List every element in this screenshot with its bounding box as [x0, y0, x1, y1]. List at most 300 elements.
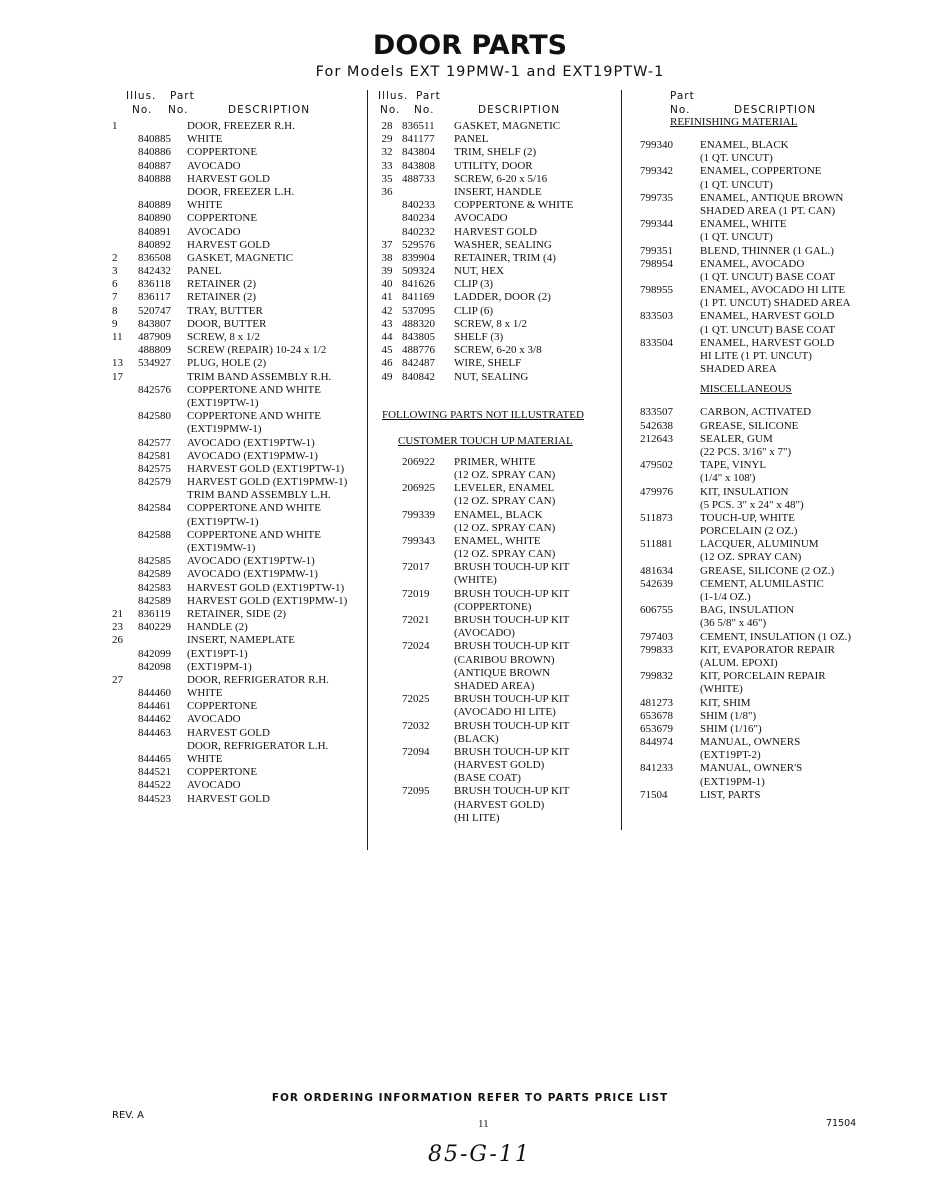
part-number: 842585: [138, 555, 171, 568]
part-description: TAPE, VINYL: [700, 459, 767, 472]
illus-number: 3: [112, 265, 118, 278]
table-row: [640, 683, 872, 696]
part-description: (ANTIQUE BROWN: [454, 666, 551, 679]
part-description: HANDLE (2): [187, 621, 248, 634]
part-description: ENAMEL, BLACK: [454, 508, 543, 521]
part-description: HARVEST GOLD (EXT19PTW-1): [187, 462, 345, 475]
part-number: 799832: [640, 670, 673, 683]
part-description: RETAINER, SIDE (2): [187, 607, 287, 620]
table-row: [640, 565, 872, 578]
table-row: [112, 160, 366, 173]
part-description: (EXT19PTW-1): [187, 396, 259, 409]
section-touch-up: CUSTOMER TOUCH UP MATERIAL: [398, 434, 573, 447]
table-row: [378, 239, 618, 252]
table-row: [112, 173, 366, 186]
table-row: [378, 344, 618, 357]
part-number: 836118: [138, 278, 171, 291]
table-row: [378, 186, 618, 199]
part-number: 842098: [138, 660, 171, 673]
table-row: [112, 648, 366, 661]
table-row: [112, 186, 366, 199]
part-number: 799339: [402, 508, 435, 521]
table-row: [112, 555, 366, 568]
table-row: [640, 152, 872, 165]
part-description: DOOR, FREEZER L.H.: [187, 185, 295, 198]
table-row: [378, 212, 618, 225]
part-description: CLIP (6): [454, 304, 494, 317]
table-row: [378, 265, 618, 278]
page-number: 11: [478, 1118, 489, 1130]
table-row: [112, 489, 366, 502]
part-description: (1 QT. UNCUT): [700, 152, 773, 165]
part-description: COPPERTONE AND WHITE: [187, 410, 321, 423]
part-description: COPPERTONE AND WHITE: [187, 502, 321, 515]
table-row: [640, 245, 872, 258]
table-row: [378, 561, 618, 574]
part-description: (EXT19PTW-1): [187, 515, 259, 528]
part-number: 844521: [138, 766, 171, 779]
illus-number: 45: [381, 344, 393, 357]
illus-label: Illus.: [126, 90, 157, 102]
table-row: [378, 640, 618, 653]
part-description: (EXT19PM-1): [700, 775, 765, 788]
part-description: KIT, SHIM: [700, 696, 751, 709]
illus-number: 44: [381, 331, 393, 343]
part-no-label: No.: [168, 104, 189, 116]
part-number: 844523: [138, 792, 171, 805]
part-number: 840842: [402, 370, 435, 383]
part-number: 488320: [402, 317, 435, 330]
part-number: 487909: [138, 331, 171, 343]
table-row: [112, 700, 366, 713]
part-description: AVOCADO (EXT19PTW-1): [187, 436, 315, 449]
part-description: BRUSH TOUCH-UP KIT: [454, 640, 570, 653]
part-number: 511873: [640, 511, 673, 524]
table-row: [378, 318, 618, 331]
table-row: [112, 239, 366, 252]
part-description: BRUSH TOUCH-UP KIT: [454, 785, 570, 798]
part-description: (EXT19PMW-1): [187, 423, 262, 436]
part-description: (BLACK): [454, 732, 499, 745]
table-row: [112, 621, 366, 634]
table-row: [378, 799, 618, 812]
part-description: BRUSH TOUCH-UP KIT: [454, 587, 570, 600]
part-description: WHITE: [187, 133, 223, 146]
part-number: 72021: [402, 614, 430, 626]
part-description: INSERT, NAMEPLATE: [187, 634, 295, 647]
page-title: DOOR PARTS: [372, 30, 568, 61]
part-number: 799340: [640, 139, 673, 151]
part-description: RETAINER (2): [187, 291, 257, 304]
table-row: [640, 446, 872, 459]
table-row: [112, 146, 366, 159]
illus-number: 40: [381, 278, 393, 291]
part-number: 842576: [138, 383, 171, 396]
table-row: [378, 509, 618, 522]
part-description: SHADED AREA: [700, 363, 777, 376]
table-row: [640, 324, 872, 337]
table-row: [640, 310, 872, 323]
part-number: 842580: [138, 410, 171, 423]
table-row: [378, 173, 618, 186]
part-description: GREASE, SILICONE: [700, 419, 799, 432]
part-number: 840886: [138, 146, 171, 159]
illus-number: 2: [112, 251, 118, 264]
parts-column-2: [378, 88, 618, 825]
part-number: 212643: [640, 432, 673, 445]
illus-number: 41: [381, 291, 393, 304]
table-row: [378, 133, 618, 146]
part-description: SHADED AREA (1 PT. CAN): [700, 204, 836, 217]
table-row: [112, 450, 366, 463]
table-row: [112, 740, 366, 753]
column-header: [112, 88, 366, 120]
part-description: CEMENT, INSULATION (1 OZ.): [700, 630, 852, 643]
part-number: 72032: [402, 719, 430, 732]
part-number: 842583: [138, 581, 171, 594]
table-row: [640, 723, 872, 736]
part-description: (12 OZ. SPRAY CAN): [454, 521, 556, 534]
part-description: TRIM BAND ASSEMBLY R.H.: [187, 370, 332, 383]
part-number: 836119: [138, 607, 171, 620]
part-number: 797403: [640, 630, 673, 643]
table-row: [640, 337, 872, 350]
part-description: (CARIBOU BROWN): [454, 653, 555, 666]
table-row: [112, 265, 366, 278]
part-description: WASHER, SEALING: [454, 238, 552, 251]
part-description: (12 OZ. SPRAY CAN): [454, 495, 556, 508]
illus-number: 23: [112, 621, 123, 634]
part-description: AVOCADO: [187, 225, 241, 238]
part-number: 843805: [402, 331, 435, 343]
part-number: 841169: [402, 291, 435, 304]
table-row: [640, 420, 872, 433]
part-description: NUT, HEX: [454, 265, 504, 278]
table-row: [378, 291, 618, 304]
table-row: [640, 710, 872, 723]
part-number: 72019: [402, 587, 430, 600]
part-description: KIT, PORCELAIN REPAIR: [700, 670, 826, 683]
part-number: 71504: [640, 788, 668, 801]
part-description: ENAMEL, ANTIQUE BROWN: [700, 191, 844, 204]
table-row: [640, 670, 872, 683]
table-row: [112, 423, 366, 436]
part-description: (AVOCADO HI LITE): [454, 706, 556, 719]
part-number: 534927: [138, 357, 171, 370]
table-row: [378, 785, 618, 798]
part-description: PORCELAIN (2 OZ.): [700, 525, 798, 538]
illus-number: 11: [112, 331, 123, 343]
table-row: [112, 331, 366, 344]
part-description: (12 OZ. SPRAY CAN): [454, 548, 556, 561]
part-description: SCREW, 8 x 1/2: [187, 331, 260, 343]
part-description: ENAMEL, HARVEST GOLD: [700, 336, 835, 349]
part-number: 840888: [138, 172, 171, 185]
part-description: PANEL: [454, 133, 489, 146]
table-row: [640, 762, 872, 775]
part-description: RETAINER, TRIM (4): [454, 251, 556, 264]
section-miscellaneous: MISCELLANEOUS: [700, 383, 792, 396]
illus-number: 43: [381, 317, 393, 330]
illus-number: 39: [381, 265, 393, 278]
table-row: [112, 357, 366, 370]
part-description: CLIP (3): [454, 278, 494, 291]
part-number: 799343: [402, 534, 435, 547]
part-number: 842588: [138, 528, 171, 541]
table-row: [640, 551, 872, 564]
table-row: [378, 654, 618, 667]
part-description: HARVEST GOLD (EXT19PTW-1): [187, 581, 345, 594]
table-row: [640, 657, 872, 670]
part-number: 833504: [640, 336, 673, 349]
table-row: [640, 205, 872, 218]
illus-number: 13: [112, 357, 123, 370]
table-row: [378, 693, 618, 706]
table-row: [112, 133, 366, 146]
part-number: 840234: [402, 212, 435, 225]
table-row: [640, 192, 872, 205]
part-description: LIST, PARTS: [700, 788, 761, 801]
part-description: (EXT19PT-2): [700, 749, 761, 762]
part-description: BAG, INSULATION: [700, 604, 795, 617]
illus-number: 6: [112, 278, 118, 291]
table-row: [112, 634, 366, 647]
table-row: [640, 231, 872, 244]
part-description: HARVEST GOLD: [187, 792, 270, 805]
part-description: SHELF (3): [454, 331, 504, 343]
part-number: 840891: [138, 225, 171, 238]
illus-number: 49: [381, 370, 393, 383]
table-row: [112, 661, 366, 674]
part-number: 542638: [640, 419, 673, 432]
part-number: 798955: [640, 284, 673, 297]
part-description: (HARVEST GOLD): [454, 759, 545, 772]
parts-column-3: [640, 88, 872, 802]
part-number: 537095: [402, 304, 435, 317]
part-number: 843804: [402, 146, 435, 159]
table-row: [378, 331, 618, 344]
table-row: [378, 456, 618, 469]
part-description: ENAMEL, BLACK: [700, 139, 789, 151]
part-no-label: No.: [670, 104, 691, 116]
part-description: (1 QT. UNCUT): [700, 178, 773, 191]
table-row: [112, 779, 366, 792]
part-number: 836511: [402, 120, 435, 132]
table-row: [640, 271, 872, 284]
part-description: ENAMEL, AVOCADO: [700, 257, 805, 270]
part-number: 206925: [402, 482, 435, 495]
table-row: [112, 727, 366, 740]
table-row: [378, 601, 618, 614]
description-label: DESCRIPTION: [228, 104, 311, 116]
column-divider: [367, 90, 368, 850]
part-number: 843808: [402, 159, 435, 172]
part-number: 840885: [138, 133, 171, 146]
illus-number: 26: [112, 634, 123, 647]
table-row: [112, 595, 366, 608]
part-description: COPPERTONE AND WHITE: [187, 383, 321, 396]
part-description: COPPERTONE AND WHITE: [187, 528, 321, 541]
illus-number: 32: [381, 146, 393, 159]
table-row: [640, 433, 872, 446]
page-subtitle: For Models EXT 19PMW-1 and EXT19PTW-1: [315, 64, 665, 80]
part-description: (WHITE): [454, 574, 497, 587]
part-description: COPPERTONE: [187, 700, 258, 713]
part-label: Part: [670, 90, 695, 102]
part-number: 479502: [640, 459, 673, 472]
table-row: [378, 746, 618, 759]
part-description: AVOCADO (EXT19PMW-1): [187, 568, 318, 581]
table-row: [112, 278, 366, 291]
part-number: 798954: [640, 257, 673, 270]
part-description: TOUCH-UP, WHITE: [700, 511, 795, 524]
part-description: SCREW (REPAIR) 10-24 x 1/2: [187, 344, 327, 357]
table-row: [378, 680, 618, 693]
table-row: [378, 199, 618, 212]
part-description: WIRE, SHELF: [454, 357, 522, 370]
part-description: (COPPERTONE): [454, 600, 532, 613]
illus-label: Illus.: [378, 90, 409, 102]
part-number: 72095: [402, 785, 430, 798]
table-row: [378, 495, 618, 508]
description-label: DESCRIPTION: [478, 104, 561, 116]
illus-number: 33: [381, 159, 393, 172]
part-description: (WHITE): [700, 683, 743, 696]
part-description: COPPERTONE & WHITE: [454, 199, 574, 212]
part-description: WHITE: [187, 687, 223, 700]
document-number: 71504: [826, 1118, 857, 1129]
part-description: (EXT19MW-1): [187, 542, 256, 554]
part-description: (22 PCS. 3/16" x 7"): [700, 445, 792, 458]
part-number: 842099: [138, 647, 171, 660]
part-number: 509324: [402, 265, 435, 278]
illus-number: 17: [112, 370, 123, 383]
illus-number: 7: [112, 291, 118, 304]
table-row: [640, 604, 872, 617]
part-number: 841626: [402, 278, 435, 291]
part-description: (1/4" x 108'): [700, 472, 756, 485]
illus-number: 8: [112, 304, 118, 317]
part-description: (HI LITE): [454, 811, 500, 824]
table-row: [378, 548, 618, 561]
parts-column-1: [112, 88, 366, 806]
part-description: (AVOCADO): [454, 627, 515, 640]
table-row: [378, 146, 618, 159]
description-label: DESCRIPTION: [734, 104, 817, 116]
part-description: PANEL: [187, 265, 222, 278]
table-row: [378, 588, 618, 601]
part-description: LACQUER, ALUMINUM: [700, 538, 819, 551]
table-row: [112, 542, 366, 555]
part-number: 842584: [138, 502, 171, 515]
part-number: 653679: [640, 722, 673, 735]
part-description: KIT, EVAPORATOR REPAIR: [700, 643, 835, 656]
part-number: 844460: [138, 687, 171, 700]
section-not-illustrated: FOLLOWING PARTS NOT ILLUSTRATED: [382, 408, 584, 421]
part-number: 511881: [640, 538, 673, 551]
part-number: 488776: [402, 344, 435, 357]
part-description: BRUSH TOUCH-UP KIT: [454, 719, 570, 732]
table-row: [378, 226, 618, 239]
part-description: HI LITE (1 PT. UNCUT): [700, 350, 812, 362]
part-description: (12 OZ. SPRAY CAN): [454, 468, 556, 481]
part-number: 479976: [640, 485, 673, 498]
table-row: [640, 363, 872, 376]
part-description: AVOCADO (EXT19PTW-1): [187, 555, 315, 568]
table-row: [640, 736, 872, 749]
illus-no-label: No.: [380, 104, 401, 116]
part-description: TRAY, BUTTER: [187, 304, 263, 317]
table-row: [378, 160, 618, 173]
table-row: [112, 793, 366, 806]
part-description: SHADED AREA): [454, 679, 535, 692]
part-description: (1-1/4 OZ.): [700, 591, 751, 603]
part-description: (EXT19PM-1): [187, 660, 252, 673]
part-description: DOOR, REFRIGERATOR R.H.: [187, 673, 329, 686]
part-description: (1 QT. UNCUT) BASE COAT: [700, 323, 836, 336]
part-description: TRIM, SHELF (2): [454, 146, 537, 159]
part-number: 842579: [138, 476, 171, 489]
part-number: 799735: [640, 191, 673, 204]
table-row: [378, 305, 618, 318]
part-description: RETAINER (2): [187, 278, 257, 291]
table-row: [112, 516, 366, 529]
part-description: SHIM (1/8"): [700, 709, 757, 722]
part-description: BRUSH TOUCH-UP KIT: [454, 693, 570, 706]
table-row: [112, 476, 366, 489]
part-number: 72017: [402, 561, 430, 574]
illus-number: 27: [112, 673, 123, 686]
part-description: AVOCADO: [187, 159, 241, 172]
part-number: 840892: [138, 238, 171, 251]
table-row: [640, 179, 872, 192]
part-description: SHIM (1/16"): [700, 722, 762, 735]
part-number: 799351: [640, 244, 673, 257]
part-number: 842589: [138, 568, 171, 581]
table-row: [112, 252, 366, 265]
part-number: 72025: [402, 693, 430, 706]
table-row: [378, 278, 618, 291]
part-description: HARVEST GOLD: [187, 238, 270, 251]
part-number: 844462: [138, 713, 171, 726]
table-row: [112, 410, 366, 423]
part-description: (ALUM. EPOXI): [700, 656, 778, 669]
part-description: (1 PT. UNCUT) SHADED AREA: [700, 297, 851, 310]
revision: REV. A: [112, 1110, 145, 1121]
table-row: [112, 199, 366, 212]
table-row: [378, 759, 618, 772]
part-number: 842432: [138, 265, 171, 278]
table-row: [378, 252, 618, 265]
part-description: (1 QT. UNCUT): [700, 231, 773, 244]
part-description: GASKET, MAGNETIC: [187, 251, 294, 264]
part-description: DOOR, FREEZER R.H.: [187, 120, 295, 132]
part-number: 840233: [402, 199, 435, 212]
table-row: [640, 258, 872, 271]
table-row: [112, 582, 366, 595]
table-row: [112, 687, 366, 700]
table-row: [378, 371, 618, 384]
table-row: [640, 591, 872, 604]
table-row: [640, 776, 872, 789]
part-number: 842577: [138, 436, 171, 449]
table-row: [378, 614, 618, 627]
illus-number: 1: [112, 120, 118, 132]
part-description: GASKET, MAGNETIC: [454, 120, 561, 132]
illus-no-label: No.: [132, 104, 153, 116]
part-description: UTILITY, DOOR: [454, 159, 533, 172]
table-row: [640, 538, 872, 551]
